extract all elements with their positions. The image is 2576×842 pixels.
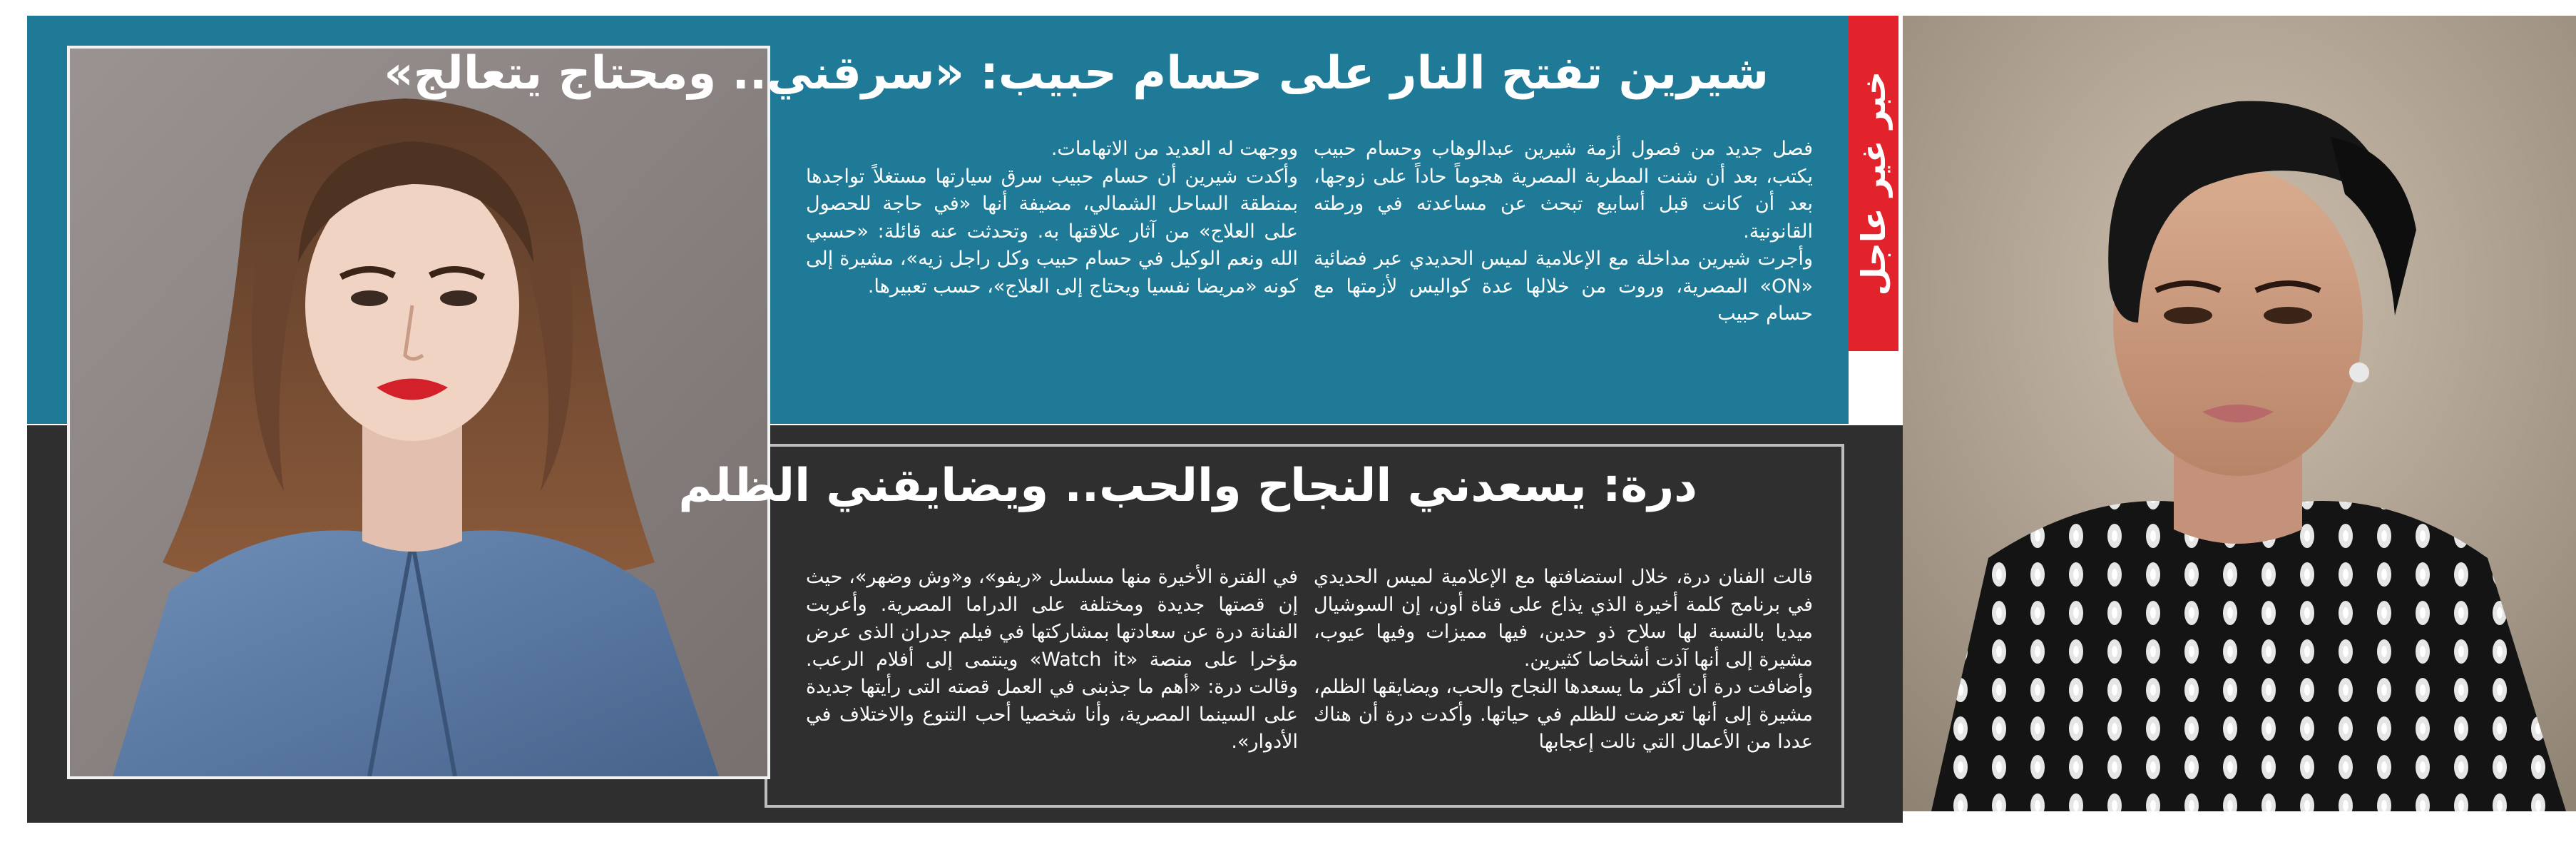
bottom-article-paragraph: وأضافت درة أن أكثر ما يسعدها النجاح والحب، ويضايقها الظلم، مشيرة إلى أنها تعرضت للظلم في حياتها. وأكدت درة أن هناك عددا من الأعمال التي نالت إعجابها [1314, 676, 1813, 753]
bottom-article-column-left [806, 564, 1298, 756]
top-article-paragraph: فصل جديد من فصول أزمة شيرين عبدالوهاب وحسام حبيب يكتب، بعد أن شنت المطربة المصرية هجوماً حاداً على زوجها، بعد أن كانت قبل أسابيع تبحث عن مساعدته في ورطته القانونية. [1314, 138, 1813, 243]
top-article-column-left [806, 136, 1298, 300]
top-article-column-right [1314, 136, 1813, 328]
photo-sherine [1903, 16, 2576, 811]
photo-dorra-illustration [70, 49, 767, 776]
headline-bottom-article: درة: يسعدني النجاح والحب.. ويضايقني الظلم [678, 460, 1697, 512]
headline-top-article: شيرين تفتح النار على حسام حبيب: «سرقني.. ومحتاج يتعالج» [384, 47, 1769, 100]
photo-dorra [67, 46, 770, 779]
top-article-paragraph: ووجهت له العديد من الاتهامات. [1051, 138, 1298, 160]
section-tag-label: خبر غير عاجل [1854, 71, 1893, 296]
top-article-paragraph: وأجرت شيرين مداخلة مع الإعلامية لميس الحديدي عبر فضائية «ON» المصرية، وروت من خلالها عدة كواليس لأزمتها مع حسام حبيب [1314, 248, 1813, 325]
bottom-article-paragraph: قالت الفنان درة، خلال استضافتها مع الإعلامية لميس الحديدي في برنامج كلمة أخيرة الذي يذاع على قناة أون، إن السوشيال ميديا بالنسبة لها سلاح ذو حدين، فيها مميزات وفيها عيوب، مشيرة إلى أنها آذت أشخاصا كثيرين. [1314, 566, 1813, 671]
photo-sherine-illustration [1903, 16, 2576, 811]
top-article-paragraph: وأكدت شيرين أن حسام حبيب سرق سيارتها مستغلاً تواجدها بمنطقة الساحل الشمالي، مضيفة أنها «في حاجة للحصول على العلاج» من آثار علاقتها به. وتحدثت عنه قائلة: «حسبي الله ونعم الوكيل في حسام حبيب وكل راجل زيه»، مشيرة إلى كونه «مريضا نفسيا ويحتاج إلى العلاج»، حسب تعبيرها. [806, 165, 1298, 298]
bottom-article-paragraph: في الفترة الأخيرة منها مسلسل «ريفو»، و«وش وضهر»، حيث إن قصتها جديدة ومختلفة على الدراما المصرية. وأعربت الفنانة درة عن سعادتها بمشاركتها في فيلم جدران الذى عرض مؤخرا على منصة «Watch it» وينتمى إلى أفلام الرعب. وقالت درة: «أهم ما جذبنى في العمل قصته التى رأيتها جديدة على السينما المصرية، وأنا شخصيا أحب التنوع والاختلاف في الأدوار». [806, 566, 1299, 753]
bottom-article-column-right [1314, 564, 1813, 756]
section-tag [1849, 16, 1898, 351]
